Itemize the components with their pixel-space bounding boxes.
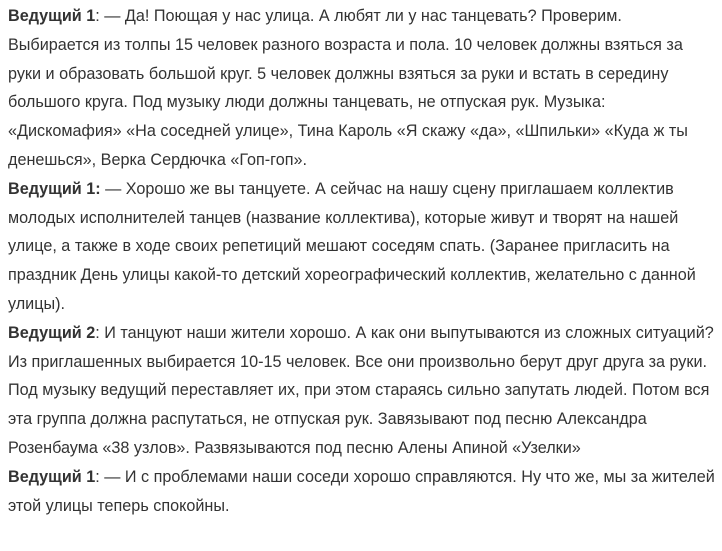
paragraph-1 [8,2,716,175]
paragraph-text: — Хорошо же вы танцуете. А сейчас на нашу сцену приглашаем коллектив молодых исполнителей танцев (название коллектива), которые живут и творят на нашей улице, а также в ходе своих репетиций мешают соседям спать. (Заранее пригласить на праздник День улицы какой-то детский хореографический коллектив, желательно с данной улицы). [8,179,696,313]
paragraph-4 [8,463,716,521]
paragraph-text: : — И с проблемами наши соседи хорошо справляются. Ну что же, мы за жителей этой улицы теперь спокойны. [8,467,715,515]
speaker-label: Ведущий 1: [8,179,101,198]
paragraph-2 [8,175,716,319]
paragraph-text: : И танцуют наши жители хорошо. А как они выпутываются из сложных ситуаций? Из приглашенных выбирается 10-15 человек. Все они произвольно берут друг друга за руки. Под музыку ведущий переставляет их, при этом стараясь сильно запутать людей. Потом вся эта группа должна распутаться, не отпуская рук. Завязывают под песню Александра Розенбаума «38 узлов». Развязываются под песню Алены Апиной «Узелки» [8,323,714,457]
speaker-label: Ведущий 1 [8,467,96,486]
paragraph-text: : — Да! Поющая у нас улица. А любят ли у нас танцевать? Проверим. Выбирается из толпы 15 человек разного возраста и пола. 10 человек должны взяться за руки и образовать большой круг. 5 человек должны взяться за руки и встать в середину большого круга. Под музыку люди должны танцевать, не отпуская рук. Музыка: «Дискомафия» «На соседней улице», Тина Кароль «Я скажу «да», «Шпильки» «Куда ж ты денешься», Верка Сердючка «Гоп-гоп». [8,7,688,169]
speaker-label: Ведущий 1 [8,7,96,25]
paragraph-3 [8,319,716,463]
speaker-label: Ведущий 2 [8,323,96,342]
